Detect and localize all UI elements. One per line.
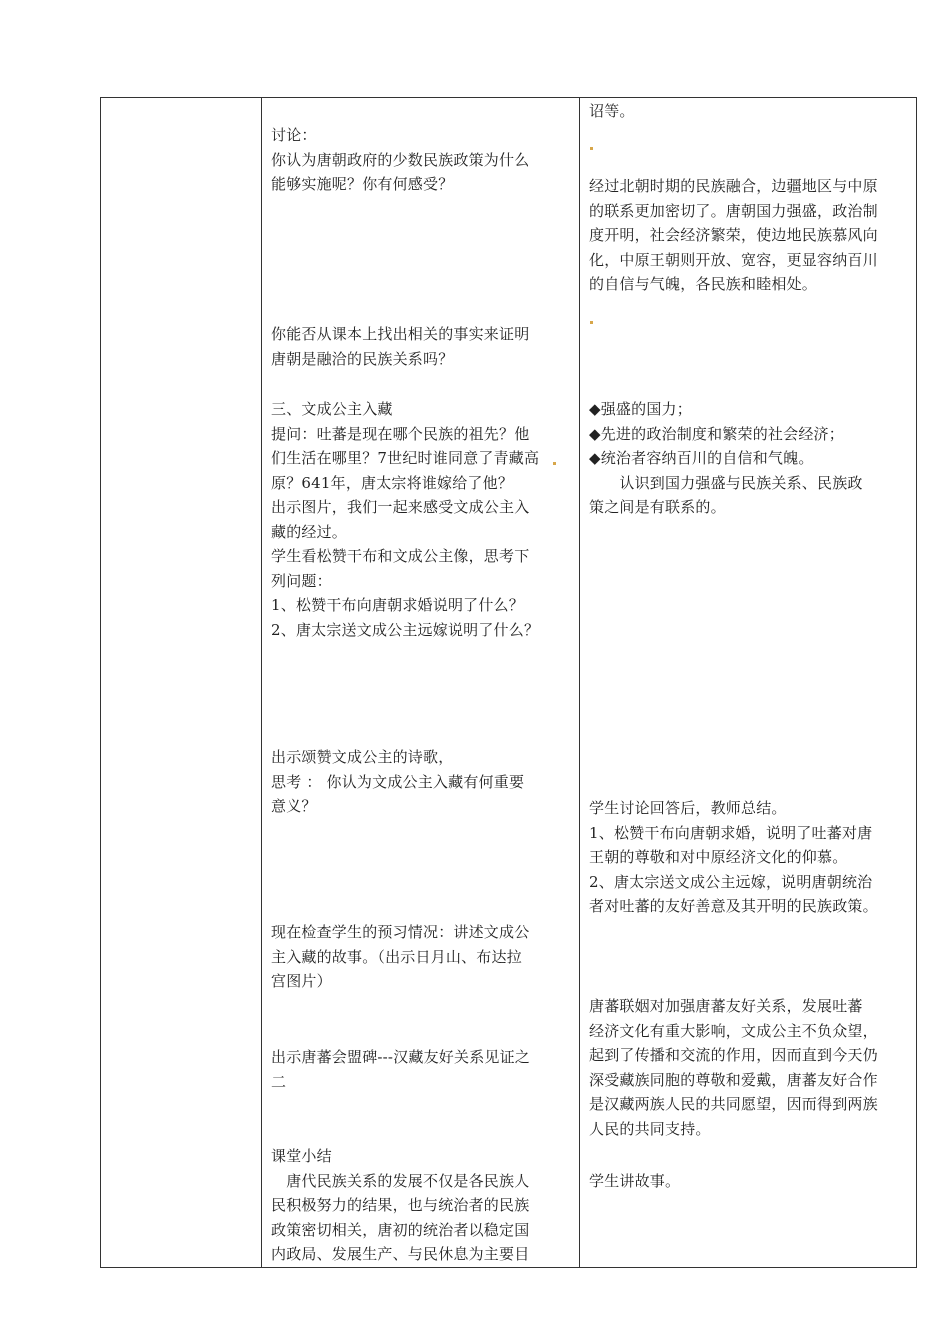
text-line: 唐蕃联姻对加强唐蕃友好关系，发展吐蕃: [589, 997, 863, 1015]
text-line: ◆强盛的国力；: [589, 400, 692, 418]
text-line: 讨论：: [271, 126, 317, 144]
middle-block-treaty-stele: [271, 1045, 530, 1094]
text-line: 思考 ： 你认为文成公主入藏有何重要: [271, 772, 525, 791]
text-line: 出示唐蕃会盟碑---汉藏友好关系见证之: [271, 1048, 531, 1066]
text-line: 的自信与气魄，各民族和睦相处。: [589, 275, 818, 293]
text-line: 的联系更加密切了。唐朝国力强盛，政治制: [589, 201, 878, 220]
decorative-mark: [590, 321, 593, 324]
text-line: 列问题：: [271, 571, 332, 590]
text-line: 唐代民族关系的发展不仅是各民族人: [271, 1171, 530, 1190]
text-line: 认识到国力强盛与民族关系、民族政: [589, 473, 863, 492]
text-line: 课堂小结: [271, 1147, 332, 1165]
text-line: 现在检查学生的预习情况：讲述文成公: [271, 923, 530, 941]
text-line: 化，中原王朝则开放、宽容，更显容纳百川: [589, 250, 878, 269]
decorative-mark: [590, 147, 593, 150]
text-line: 们生活在哪里？7世纪时谁同意了青藏高: [271, 449, 540, 467]
text-line: 2、唐太宗送文成公主远嫁说明了什么？: [271, 620, 540, 639]
text-line: 唐朝是融洽的民族关系吗？: [271, 349, 454, 368]
text-line: 起到了传播和交流的作用，因而直到今天仍: [589, 1046, 878, 1064]
text-line: 学生讲故事。: [589, 1172, 681, 1190]
text-line: 策之间是有联系的。: [589, 498, 726, 516]
right-block-ethnic-fusion: [589, 174, 878, 297]
text-line: 1、松赞干布向唐朝求婚，说明了吐蕃对唐: [589, 823, 873, 842]
middle-block-discussion: [271, 123, 529, 197]
middle-block-evidence-question: [271, 322, 529, 371]
middle-block-preview-check: [271, 920, 529, 994]
text-line: 藏的经过。: [271, 522, 348, 541]
text-line: 出示颂赞文成公主的诗歌，: [271, 748, 454, 766]
text-line: 三、文成公主入藏: [271, 400, 393, 418]
text-line: 意义？: [271, 797, 317, 815]
text-line: 原？641年，唐太宗将谁嫁给了他？: [271, 473, 514, 492]
text-line: 民积极努力的结果，也与统治者的民族: [271, 1196, 530, 1214]
text-line: 是汉藏两族人民的共同愿望，因而得到两族: [589, 1095, 878, 1113]
text-line: 经济文化有重大影响，文成公主不负众望，: [589, 1021, 878, 1040]
text-line: 诏等。: [589, 102, 635, 120]
right-block-teacher-summary: [589, 796, 878, 919]
text-line: 1、松赞干布向唐朝求婚说明了什么？: [271, 596, 524, 614]
text-line: 深受藏族同胞的尊敬和爱戴，唐蕃友好合作: [589, 1070, 878, 1089]
text-line: 出示图片，我们一起来感受文成公主入: [271, 498, 530, 516]
text-line: 你认为唐朝政府的少数民族政策为什么: [271, 150, 530, 169]
text-line: 内政局、发展生产、与民休息为主要目: [271, 1245, 530, 1263]
middle-block-class-summary: [271, 1144, 529, 1267]
decorative-mark: [553, 462, 556, 465]
text-line: 人民的共同支持。: [589, 1119, 711, 1138]
text-line: 宫图片）: [271, 972, 332, 990]
text-line: 你能否从课本上找出相关的事实来证明: [271, 325, 530, 343]
text-line: 主入藏的故事。（出示日月山、布达拉: [271, 947, 522, 966]
middle-block-poem-think: [271, 745, 524, 819]
text-line: 二: [271, 1072, 287, 1091]
text-line: 提问：吐蕃是现在哪个民族的祖先？他: [271, 424, 530, 443]
text-line: 王朝的尊敬和对中原经济文化的仰慕。: [589, 848, 848, 866]
text-line: 度开明，社会经济繁荣，使边地民族慕风向: [589, 226, 878, 244]
right-block-continued: [589, 99, 635, 124]
right-block-storytelling: [589, 1169, 680, 1194]
text-line: ◆先进的政治制度和繁荣的社会经济；: [589, 424, 844, 443]
right-block-key-points: [589, 397, 863, 520]
text-line: ◆统治者容纳百川的自信和气魄。: [589, 449, 814, 467]
column-divider-2: [579, 98, 580, 1267]
text-line: 学生讨论回答后，教师总结。: [589, 799, 787, 817]
middle-block-wencheng-section: [271, 397, 539, 642]
right-block-marriage-significance: [589, 994, 878, 1141]
text-line: 经过北朝时期的民族融合，边疆地区与中原: [589, 177, 878, 195]
text-line: 能够实施呢？你有何感受？: [271, 175, 454, 193]
text-line: 学生看松赞干布和文成公主像，思考下: [271, 547, 530, 565]
text-line: 2、唐太宗送文成公主远嫁，说明唐朝统治: [589, 872, 873, 891]
text-line: 政策密切相关，唐初的统治者以稳定国: [271, 1220, 530, 1239]
column-divider-1: [261, 98, 262, 1267]
text-line: 者对吐蕃的友好善意及其开明的民族政策。: [589, 897, 878, 915]
